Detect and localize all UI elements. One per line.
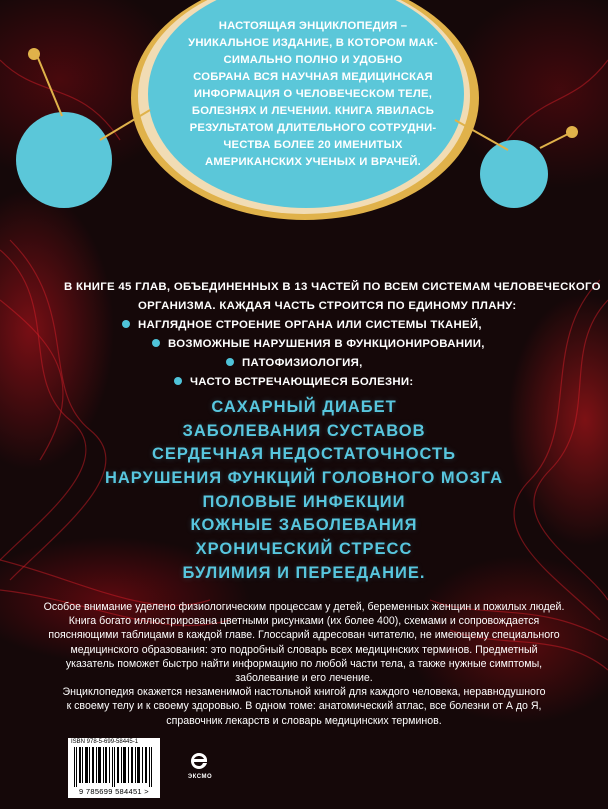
description-line: Энциклопедия окажется незаменимой настольной книгой для каждого человека, неравнодушного bbox=[62, 686, 546, 699]
intro-line: СОБРАНА ВСЯ НАУЧНАЯ МЕДИЦИНСКАЯ bbox=[193, 71, 433, 83]
description-line: указатель поможет быстро найти информацию по любой части тела, а также нужные симптомы, bbox=[65, 657, 543, 670]
bullet-dot-icon bbox=[226, 358, 234, 366]
description-line: заболевание и его лечение. bbox=[235, 672, 373, 685]
bullet-text: ПАТОФИЗИОЛОГИЯ, bbox=[242, 357, 363, 369]
bullet-item bbox=[152, 335, 485, 354]
intro-line: ИНФОРМАЦИЯ О ЧЕЛОВЕЧЕСКОМ ТЕЛЕ, bbox=[193, 88, 433, 100]
disease-item: СЕРДЕЧНАЯ НЕДОСТАТОЧНОСТЬ bbox=[152, 445, 456, 464]
structure-line-2: ОРГАНИЗМА. КАЖДАЯ ЧАСТЬ СТРОИТСЯ ПО ЕДИНОМУ ПЛАНУ: bbox=[138, 300, 517, 312]
description-line: справочник лекарств и словарь медицинских терминов. bbox=[166, 714, 442, 727]
disease-item: НАРУШЕНИЯ ФУНКЦИЙ ГОЛОВНОГО МОЗГА bbox=[104, 469, 504, 488]
bullet-item bbox=[226, 354, 363, 373]
bullet-text: ВОЗМОЖНЫЕ НАРУШЕНИЯ В ФУНКЦИОНИРОВАНИИ, bbox=[168, 338, 485, 350]
disease-item: КОЖНЫЕ ЗАБОЛЕВАНИЯ bbox=[190, 516, 418, 535]
bullet-dot-icon bbox=[152, 339, 160, 347]
description-line: к своему телу и к своему здоровью. В одном томе: анатомический атлас, все болезни от А до Я, bbox=[66, 700, 542, 713]
disease-item: БУЛИМИЯ И ПЕРЕЕДАНИЕ. bbox=[182, 563, 426, 582]
bullet-dot-icon bbox=[174, 377, 182, 385]
intro-line: РЕЗУЛЬТАТОМ ДЛИТЕЛЬНОГО СОТРУДНИ- bbox=[189, 122, 437, 134]
disease-item: ЗАБОЛЕВАНИЯ СУСТАВОВ bbox=[182, 421, 426, 440]
barcode-number: 9 785699 584451 > bbox=[79, 787, 149, 796]
disease-list bbox=[0, 396, 608, 586]
isbn-text: ISBN 978-5-699-58445-1 bbox=[71, 739, 139, 745]
disease-item: САХАРНЫЙ ДИАБЕТ bbox=[211, 398, 397, 416]
intro-line: СИМАЛЬНО ПОЛНО И УДОБНО bbox=[223, 54, 403, 66]
bullet-item bbox=[122, 316, 482, 335]
description-line: Особое внимание уделено физиологическим процессам у детей, беременных женщин и пожилых людей. bbox=[43, 601, 565, 613]
barcode-bars bbox=[74, 747, 154, 787]
description-line: Книга богато иллюстрирована цветными рисунками (их более 400), схемами и сопровождается bbox=[68, 615, 540, 628]
eksmo-logo bbox=[190, 752, 208, 770]
description-line: поясняющими таблицами в каждой главе. Глоссарий адресован читателю, не имеющему специального bbox=[48, 629, 560, 642]
intro-line: УНИКАЛЬНОЕ ИЗДАНИЕ, В КОТОРОМ МАК- bbox=[188, 37, 438, 49]
publisher-name: ЭКСМО bbox=[187, 774, 213, 780]
intro-line: НАСТОЯЩАЯ ЭНЦИКЛОПЕДИЯ – bbox=[218, 20, 408, 32]
description-text bbox=[22, 600, 586, 728]
description-line: медицинского образования: это подробный словарь всех медицинских терминов. Предметный bbox=[70, 643, 538, 656]
barcode bbox=[68, 738, 160, 798]
bullet-text: ЧАСТО ВСТРЕЧАЮЩИЕСЯ БОЛЕЗНИ: bbox=[190, 376, 414, 388]
disease-item: ХРОНИЧЕСКИЙ СТРЕСС bbox=[195, 540, 413, 559]
disease-item: ПОЛОВЫЕ ИНФЕКЦИИ bbox=[202, 492, 406, 511]
bullet-text: НАГЛЯДНОЕ СТРОЕНИЕ ОРГАНА ИЛИ СИСТЕМЫ ТКАНЕЙ, bbox=[138, 319, 482, 331]
intro-line: БОЛЕЗНЯХ И ЛЕЧЕНИИ. КНИГА ЯВИЛАСЬ bbox=[191, 105, 435, 117]
intro-line: АМЕРИКАНСКИХ УЧЕНЫХ И ВРАЧЕЙ. bbox=[205, 156, 421, 168]
bullet-dot-icon bbox=[122, 320, 130, 328]
intro-line: ЧЕСТВА БОЛЕЕ 20 ИМЕНИТЫХ bbox=[223, 139, 403, 151]
intro-text bbox=[178, 18, 448, 171]
bullet-item bbox=[174, 373, 414, 392]
structure-line-1: В КНИГЕ 45 ГЛАВ, ОБЪЕДИНЕННЫХ В 13 ЧАСТЕЙ ПО ВСЕМ СИСТЕМАМ ЧЕЛОВЕЧЕСКОГО bbox=[64, 281, 601, 293]
